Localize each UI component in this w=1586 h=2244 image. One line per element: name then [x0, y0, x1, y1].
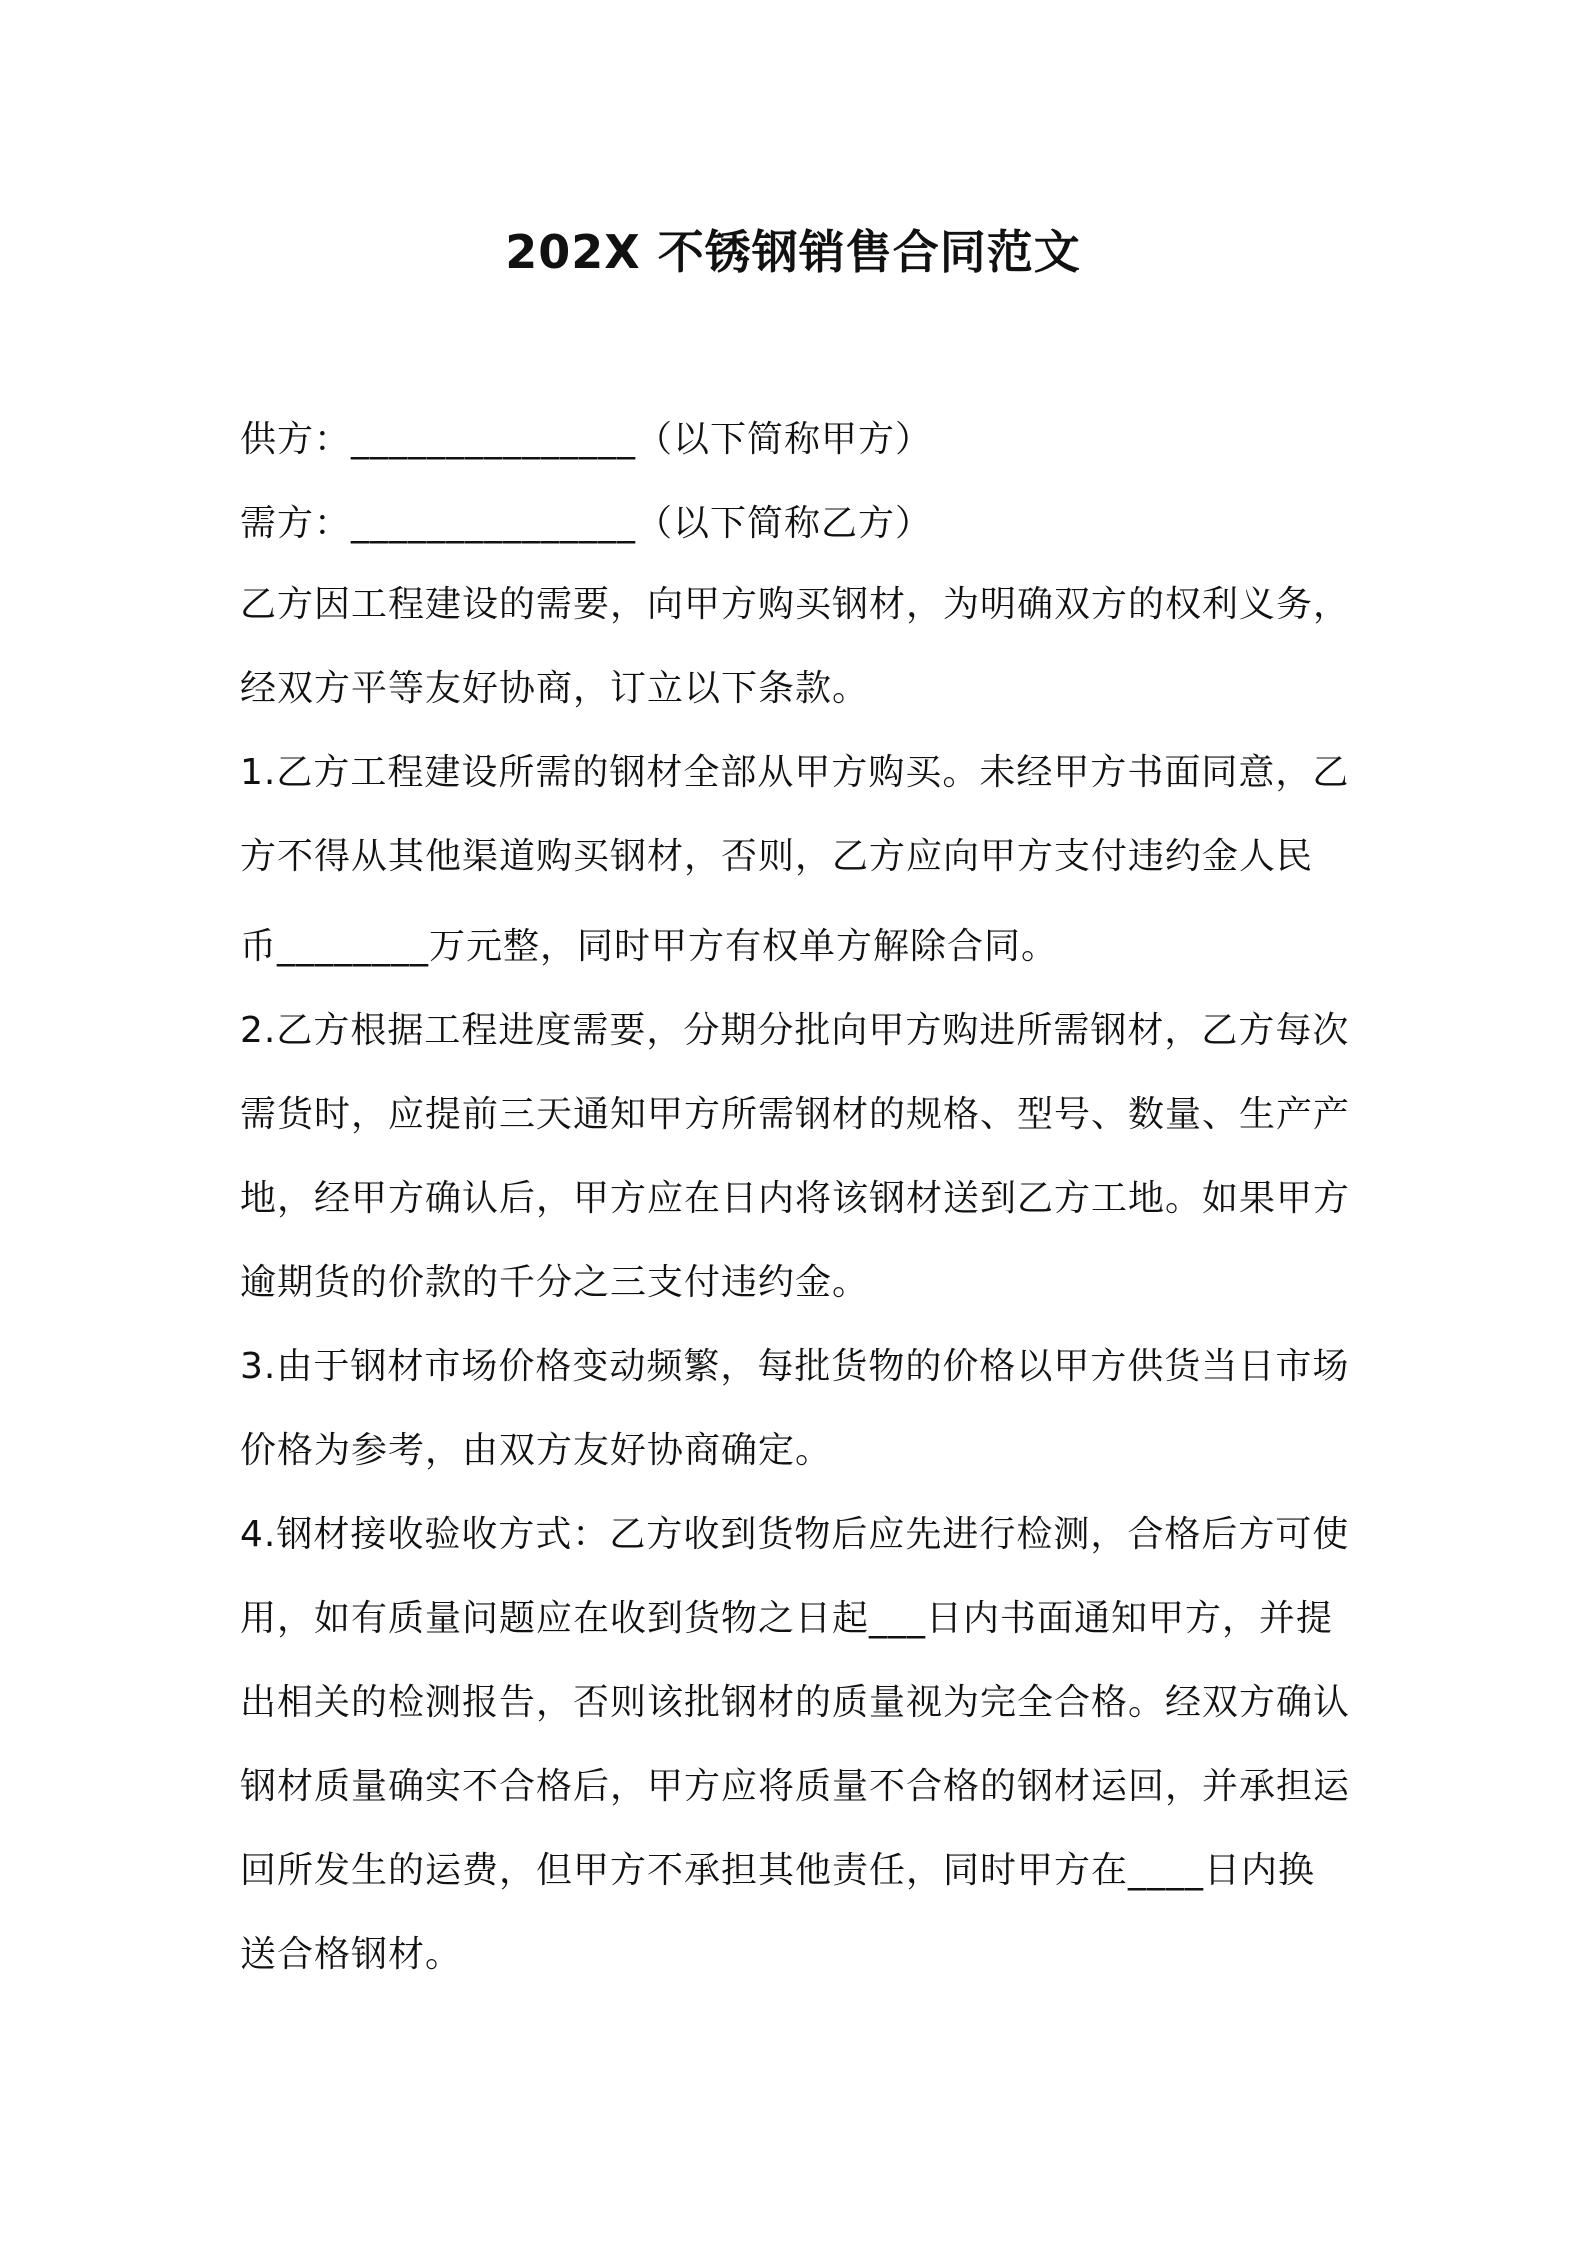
clause-2-line-1: 2.乙方根据工程进度需要，分期分批向甲方购进所需钢材，乙方每次 — [240, 1010, 1350, 1051]
clause-4-line-1: 4.钢材接收验收方式：乙方收到货物后应先进行检测，合格后方可使 — [240, 1514, 1350, 1555]
clause-3-line-2: 价格为参考，由双方友好协商确定。 — [240, 1430, 833, 1471]
clause-4-line-2: 用，如有质量问题应在收到货物之日起___日内书面通知甲方，并提 — [240, 1598, 1334, 1639]
clause-1-line-2: 方不得从其他渠道购买钢材，否则，乙方应向甲方支付违约金人民 — [240, 836, 1314, 877]
supplier-line: 供方：_______________（以下简称甲方） — [240, 419, 933, 460]
clause-1-line-3: 币________万元整，同时甲方有权单方解除合同。 — [240, 926, 1059, 967]
clause-2-line-4: 逾期货的价款的千分之三支付违约金。 — [240, 1262, 870, 1303]
clause-3-line-1: 3.由于钢材市场价格变动频繁，每批货物的价格以甲方供货当日市场 — [240, 1346, 1350, 1387]
document-title: 202X 不锈钢销售合同范文 — [505, 225, 1081, 279]
clause-2-line-3: 地，经甲方确认后，甲方应在日内将该钢材送到乙方工地。如果甲方 — [240, 1178, 1351, 1219]
preamble-line-2: 经双方平等友好协商，订立以下条款。 — [240, 668, 870, 709]
preamble-line-1: 乙方因工程建设的需要，向甲方购买钢材，为明确双方的权利义务， — [240, 584, 1351, 625]
clause-4-line-5: 回所发生的运费，但甲方不承担其他责任，同时甲方在____日内换 — [240, 1850, 1316, 1891]
clause-2-line-2: 需货时，应提前三天通知甲方所需钢材的规格、型号、数量、生产产 — [240, 1094, 1351, 1135]
clause-1-line-1: 1.乙方工程建设所需的钢材全部从甲方购买。未经甲方书面同意，乙 — [240, 752, 1350, 793]
buyer-line: 需方：_______________（以下简称乙方） — [240, 503, 933, 544]
clause-4-line-4: 钢材质量确实不合格后，甲方应将质量不合格的钢材运回，并承担运 — [240, 1766, 1351, 1807]
clause-4-line-3: 出相关的检测报告，否则该批钢材的质量视为完全合格。经双方确认 — [240, 1682, 1351, 1723]
clause-4-line-6: 送合格钢材。 — [240, 1934, 463, 1975]
